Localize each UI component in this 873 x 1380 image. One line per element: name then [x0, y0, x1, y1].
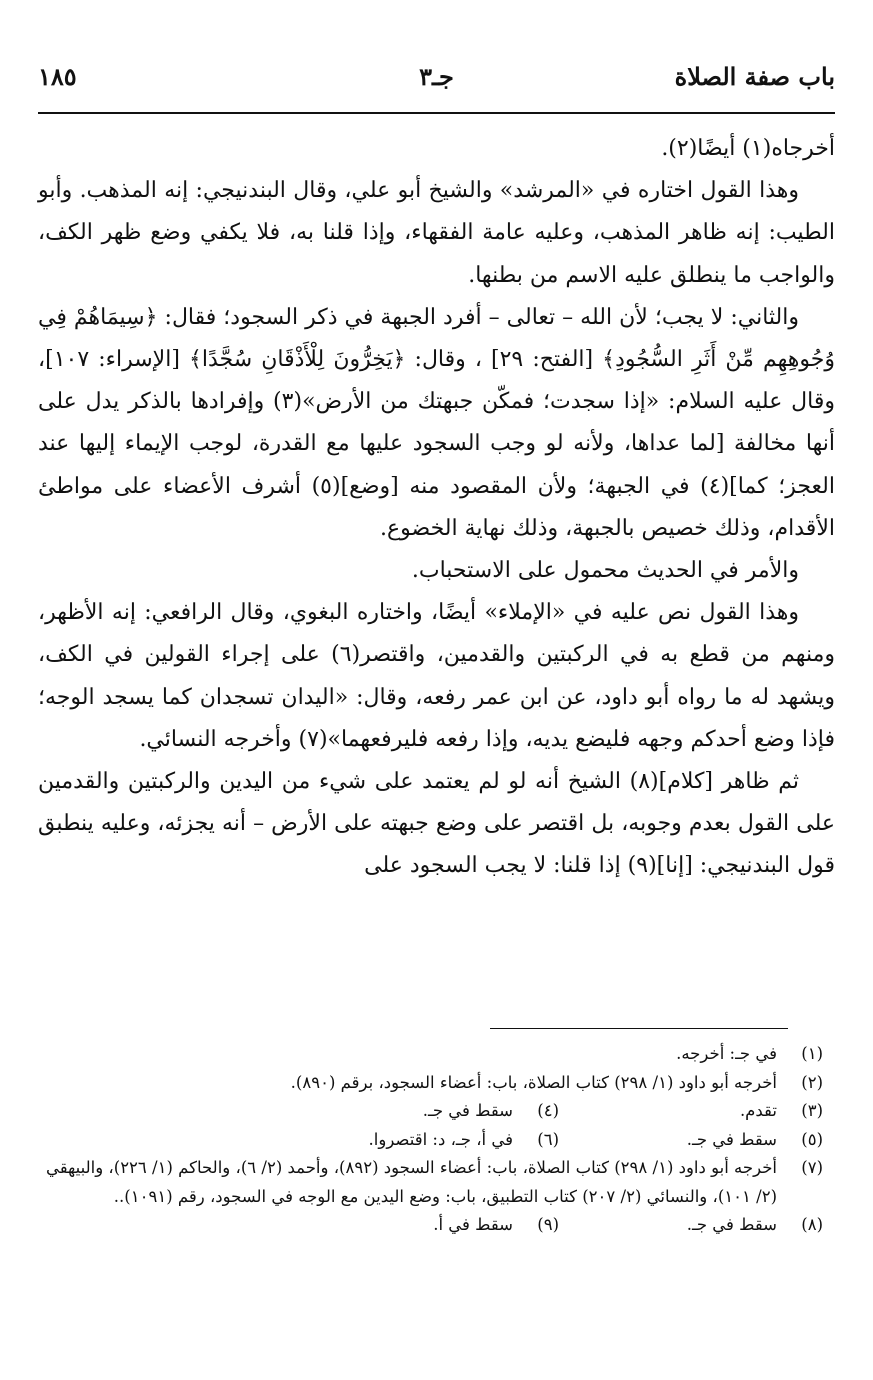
chapter-title: باب صفة الصلاة: [674, 62, 835, 91]
footnote-number: (١): [801, 1044, 823, 1063]
page-header: [38, 62, 835, 102]
footnote-text: سقط في جـ.: [686, 1129, 777, 1149]
header-divider: [38, 112, 835, 114]
footnote-divider: [490, 1028, 788, 1029]
footnote-pair: [38, 1126, 823, 1155]
footnote-pair: [38, 1097, 823, 1126]
footnote: [38, 1040, 823, 1069]
footnote-text: سقط في جـ.: [422, 1101, 513, 1120]
footnote-number: (٢): [801, 1072, 823, 1092]
footnote-number: (٩): [537, 1215, 559, 1234]
footnote-text: سقط في أ.: [433, 1215, 513, 1234]
paragraph: أخرجاه(١) أيضًا(٢).: [661, 136, 835, 161]
footnote-text: أخرجه أبو داود (١/ ٢٩٨) كتاب الصلاة، باب: أعضاء السجود (٨٩٢)، وأحمد (٢/ ٦)، والحاكم (١/ ٢٢٦)، والبيهقي (٢/ ١٠١)، والنسائي (٢/ ٢٠٧) كتاب التطبيق، باب: وضع اليدين مع الوجه في السجود، رقم (١٠٩١)..: [45, 1158, 777, 1206]
footnote-text: سقط في جـ.: [686, 1215, 777, 1234]
paragraph: وهذا القول اختاره في «المرشد» والشيخ أبو علي، وقال البندنيجي: إنه المذهب. وأبو الطيب: إنه ظاهر المذهب، وعليه عامة الفقهاء، وإذا قلنا به، فلا يكفي وضع ظهر الكف، والواجب ما ينطلق عليه الاسم من بطنها.: [38, 178, 835, 288]
page-number: ١٨٥: [38, 62, 77, 91]
paragraph: ثم ظاهر [كلام](٨) الشيخ أنه لو لم يعتمد على شيء من اليدين والركبتين والقدمين على القول بعدم وجوبه، بل اقتصر على وضع جبهته على الأرض – أنه يجزئه، وعليه ينطبق قول البندنيجي: [إنا](٩) إذا قلنا: لا يجب السجود على: [38, 769, 835, 879]
footnote-text: أخرجه أبو داود (١/ ٢٩٨) كتاب الصلاة، باب: أعضاء السجود، برقم (٨٩٠).: [290, 1072, 777, 1092]
footnote: [38, 1154, 823, 1211]
footnote: [38, 1069, 823, 1098]
footnotes: [38, 1040, 823, 1240]
footnote-number: (٤): [537, 1101, 559, 1120]
footnote-number: (٨): [801, 1215, 823, 1234]
footnote-text: تقدم.: [739, 1101, 777, 1120]
footnote-text: في جـ: أخرجه.: [676, 1044, 777, 1063]
footnote-number: (٥): [801, 1129, 823, 1149]
footnote-number: (٦): [537, 1129, 559, 1149]
footnote-pair: [38, 1211, 823, 1240]
footnote-number: (٧): [801, 1158, 823, 1177]
volume-label: جـ٣: [419, 62, 454, 91]
main-text: [38, 128, 835, 888]
paragraph: والأمر في الحديث محمول على الاستحباب.: [411, 558, 799, 584]
footnote-text: في أ، جـ، د: اقتصروا.: [368, 1129, 513, 1149]
footnote-number: (٣): [801, 1101, 823, 1120]
paragraph: وهذا القول نص عليه في «الإملاء» أيضًا، واختاره البغوي، وقال الرافعي: إنه الأظهر، ومنهم من قطع به في الركبتين والقدمين، واقتصر(٦) على إجراء القولين في الكف، ويشهد له ما رواه أبو داود، عن ابن عمر رفعه، وقال: «اليدان تسجدان كما يسجد الوجه؛ فإذا وضع أحدكم وجهه فليضع يديه، وإذا رفعه فليرفعهما»(٧) وأخرجه النسائي.: [38, 600, 835, 752]
paragraph: والثاني: لا يجب؛ لأن الله – تعالى – أفرد الجبهة في ذكر السجود؛ فقال: ﴿سِيمَاهُمْ فِي وُجُوهِهِم مِّنْ أَثَرِ السُّجُودِ﴾ [الفتح: ٢٩] ، وقال: ﴿يَخِرُّونَ لِلْأَذْقَانِ سُجَّدًا﴾ [الإسراء: ١٠٧]، وقال عليه السلام: «إذا سجدت؛ فمكّن جبهتك من الأرض»(٣) وإفرادها بالذكر يدل على أنها مخالفة [لما عداها، ولأنه لو وجب السجود عليها مع القدرة، لوجب الإيماء إليها عند العجز؛ كما](٤) في الجبهة؛ ولأن المقصود منه [وضع](٥) أشرف الأعضاء على مواطئ الأقدام، وذلك خصيص بالجبهة، وذلك نهاية الخضوع.: [38, 304, 835, 541]
